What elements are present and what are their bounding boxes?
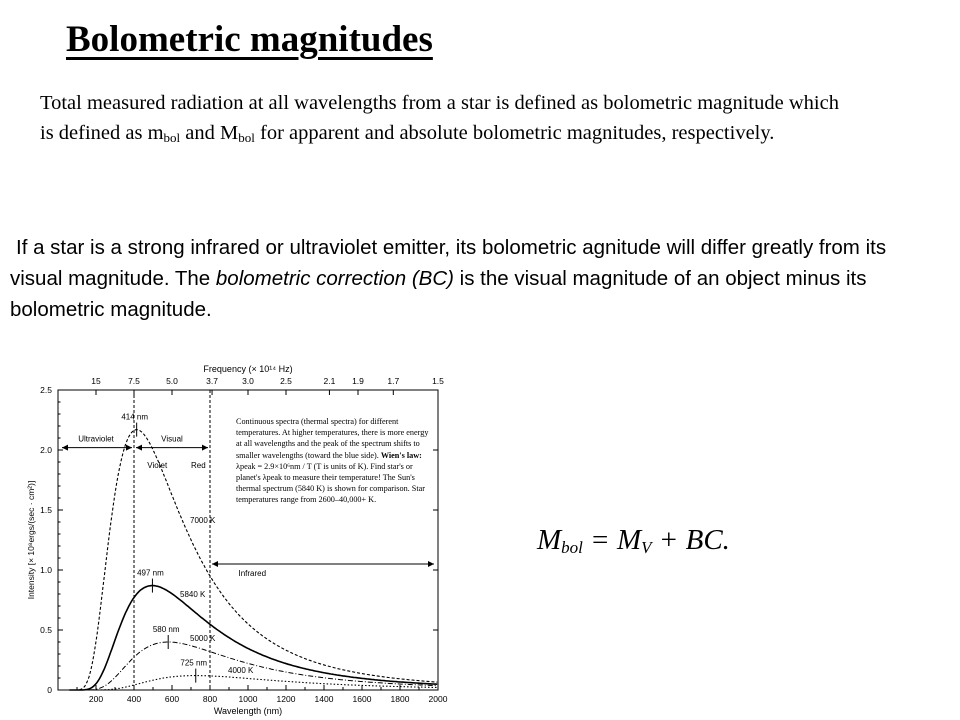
region-label: Ultraviolet xyxy=(78,434,114,444)
region-label: Visual xyxy=(161,434,183,444)
blackbody-spectrum-chart xyxy=(0,360,450,720)
top-tick-label: 15 xyxy=(91,376,101,386)
top-tick-label: 1.7 xyxy=(387,376,400,386)
x-tick-label: 600 xyxy=(164,694,180,704)
y-tick-label: 2.5 xyxy=(40,385,52,395)
y-tick-label: 1.5 xyxy=(40,505,52,515)
x-tick-label: 200 xyxy=(88,694,104,704)
region-label: Violet xyxy=(147,461,168,470)
figure-caption-box: Continuous spectra (thermal spectra) for different temperatures. At higher temperatures, there is more energy at all wavelengths and the peak of the spectrum shifts to smaller wavelengths (toward the blue side). Wien's law: λpeak = 2.9×10⁶nm / T (T is units of K). Find star's or planet's λpeak to measure their temperature! The Sun's thermal spectrum (5840 K) is shown for comparison. Star temperatures range from 2600–40,000+ K. xyxy=(236,417,429,505)
top-tick-label: 3.7 xyxy=(206,376,218,386)
x-tick-label: 1200 xyxy=(276,694,296,704)
top-axis-label: Frequency (× 10¹⁴ Hz) xyxy=(203,364,293,374)
intro-text: Total measured radiation at all wavelengths from a star is defined as bolometric magnitude which is defined as $m_{bol}$ and $M_{bol}$ for apparent and absolute bolometric magnitudes, respectively. xyxy=(40,92,839,145)
y-tick-label: 0.5 xyxy=(40,625,52,635)
arrowhead xyxy=(428,561,434,567)
peak-label: 725 nm xyxy=(180,658,208,668)
page-title: Bolometric magnitudes xyxy=(66,19,433,60)
peak-label: 580 nm xyxy=(152,625,180,634)
x-axis-label: Wavelength (nm) xyxy=(213,706,283,716)
x-tick-label: 800 xyxy=(202,694,218,704)
series-label: 5840 K xyxy=(180,590,206,599)
arrowhead xyxy=(202,445,208,451)
y-tick-label: 1.0 xyxy=(40,565,52,575)
region-label: Red xyxy=(191,461,206,470)
x-tick-label: 1000 xyxy=(238,694,258,704)
series-label: 5000 K xyxy=(190,634,216,643)
top-tick-label: 1.5 xyxy=(432,376,444,386)
x-tick-label: 1800 xyxy=(390,694,410,704)
bolometric-correction-term: bolometric correction (BC) xyxy=(215,267,454,290)
y-axis-label: Intensity [× 10⁸ergs/(sec · cm²)] xyxy=(26,480,36,600)
arrowhead xyxy=(126,445,132,451)
series-label: 7000 K xyxy=(190,516,216,525)
top-tick-label: 7.5 xyxy=(128,376,140,386)
x-tick-label: 1400 xyxy=(314,694,334,704)
x-tick-label: 2000 xyxy=(428,694,448,704)
arrowhead xyxy=(212,561,218,567)
peak-label: 414 nm xyxy=(121,412,149,422)
x-tick-label: 1600 xyxy=(352,694,372,704)
x-tick-label: 400 xyxy=(126,694,142,704)
series-label: 4000 K xyxy=(228,666,254,675)
top-tick-label: 2.5 xyxy=(280,376,292,386)
top-tick-label: 5.0 xyxy=(166,376,178,386)
bolometric-correction-paragraph: If a star is a strong infrared or ultraviolet emitter, its bolometric agnitude will differ greatly from its visual magnitude. The bolometric correction (BC) is the visual magnitude of an object minus its bolometric magnitude. xyxy=(10,236,887,321)
peak-label: 497 nm xyxy=(137,568,164,578)
y-tick-label: 2.0 xyxy=(40,445,52,455)
top-tick-label: 3.0 xyxy=(242,376,254,386)
y-tick-label: 0 xyxy=(47,685,52,695)
region-label: Infrared xyxy=(238,569,267,578)
top-tick-label: 1.9 xyxy=(352,376,364,386)
bc-formula: $M_{bol} = M_V$ + BC. xyxy=(537,524,730,557)
arrowhead xyxy=(136,445,142,451)
top-tick-label: 2.1 xyxy=(323,376,336,386)
